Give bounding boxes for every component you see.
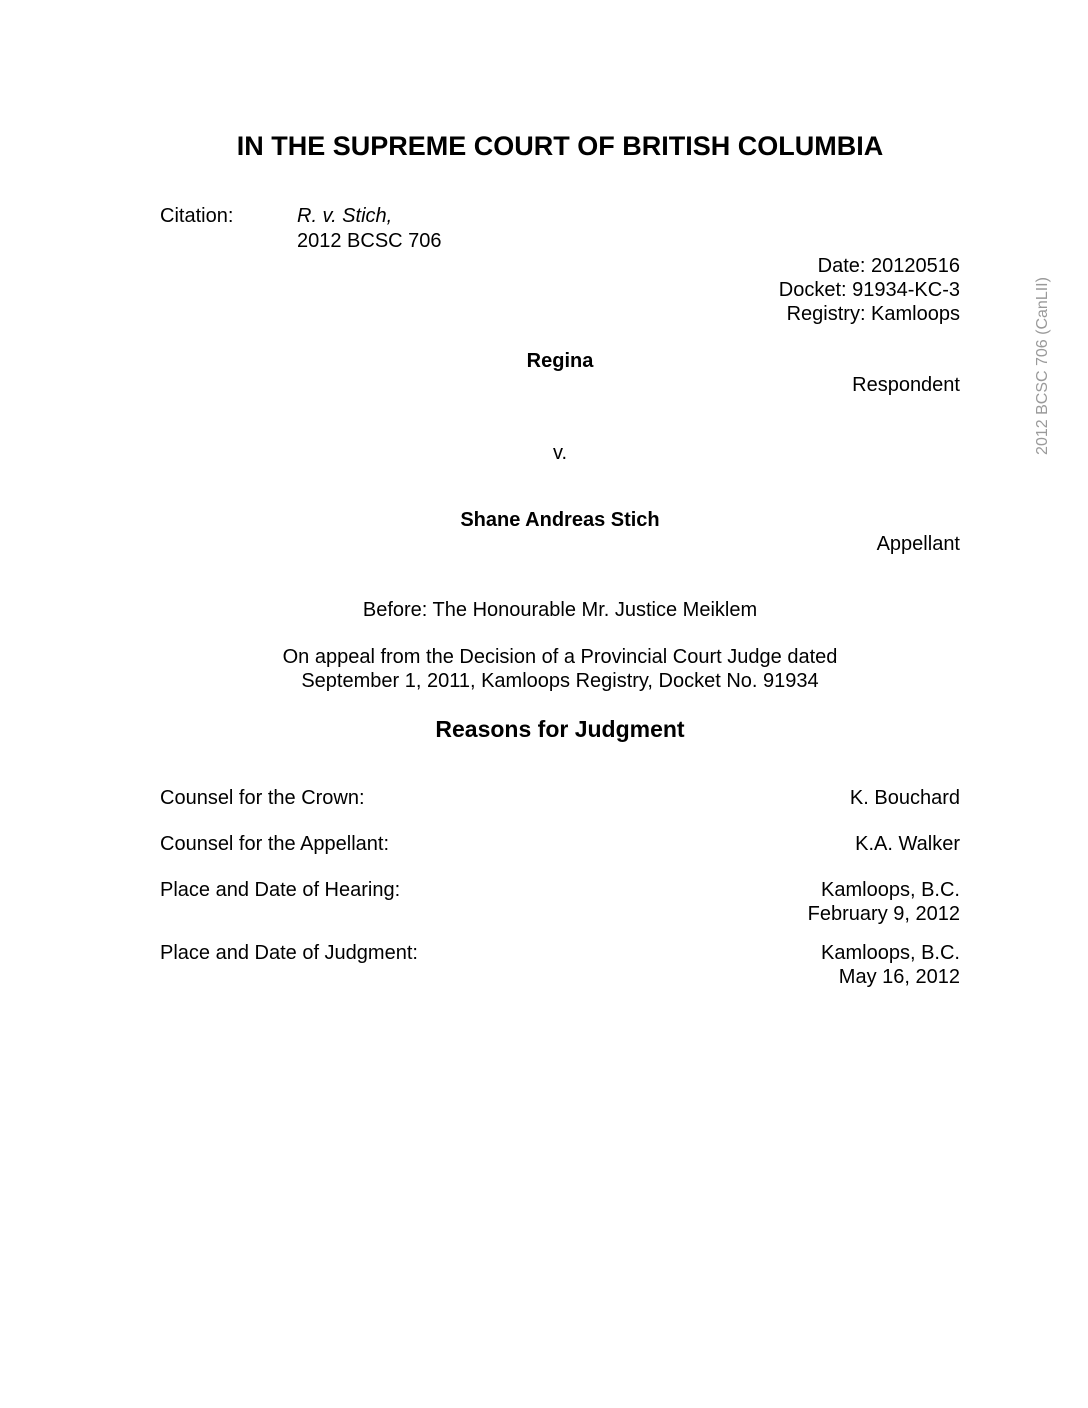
appellant-name: Shane Andreas Stich <box>460 509 660 531</box>
before-judge: Before: The Honourable Mr. Justice Meiklem <box>362 599 758 621</box>
docket-number: Docket: 91934-KC-3 <box>778 279 960 301</box>
hearing-date: February 9, 2012 <box>807 903 960 925</box>
reasons-heading: Reasons for Judgment <box>435 716 685 742</box>
versus: v. <box>552 442 568 464</box>
canlii-watermark: 2012 BCSC 706 (CanLII) <box>1034 277 1051 455</box>
registry: Registry: Kamloops <box>786 303 960 325</box>
counsel-appellant-label: Counsel for the Appellant: <box>160 833 390 855</box>
respondent-role: Respondent <box>852 374 960 396</box>
appellant-role: Appellant <box>876 533 960 555</box>
hearing-label: Place and Date of Hearing: <box>160 879 401 901</box>
citation-neutral: 2012 BCSC 706 <box>297 230 442 252</box>
judgment-place: Kamloops, B.C. <box>821 942 960 964</box>
court-title: IN THE SUPREME COURT OF BRITISH COLUMBIA <box>236 131 884 161</box>
counsel-crown-value: K. Bouchard <box>849 787 960 809</box>
respondent-name: Regina <box>526 350 594 372</box>
judgment-label: Place and Date of Judgment: <box>160 942 418 964</box>
judgment-date: Date: 20120516 <box>817 255 960 277</box>
citation-style-of-cause: R. v. Stich, <box>297 205 393 227</box>
citation-label: Citation: <box>160 205 234 227</box>
counsel-appellant-value: K.A. Walker <box>855 833 960 855</box>
counsel-crown-label: Counsel for the Crown: <box>160 787 365 809</box>
appeal-line-2: September 1, 2011, Kamloops Registry, Docket No. 91934 <box>301 670 819 692</box>
hearing-place: Kamloops, B.C. <box>821 879 960 901</box>
judgment-date-value: May 16, 2012 <box>838 966 960 988</box>
appeal-line-1: On appeal from the Decision of a Provincial Court Judge dated <box>282 646 838 668</box>
